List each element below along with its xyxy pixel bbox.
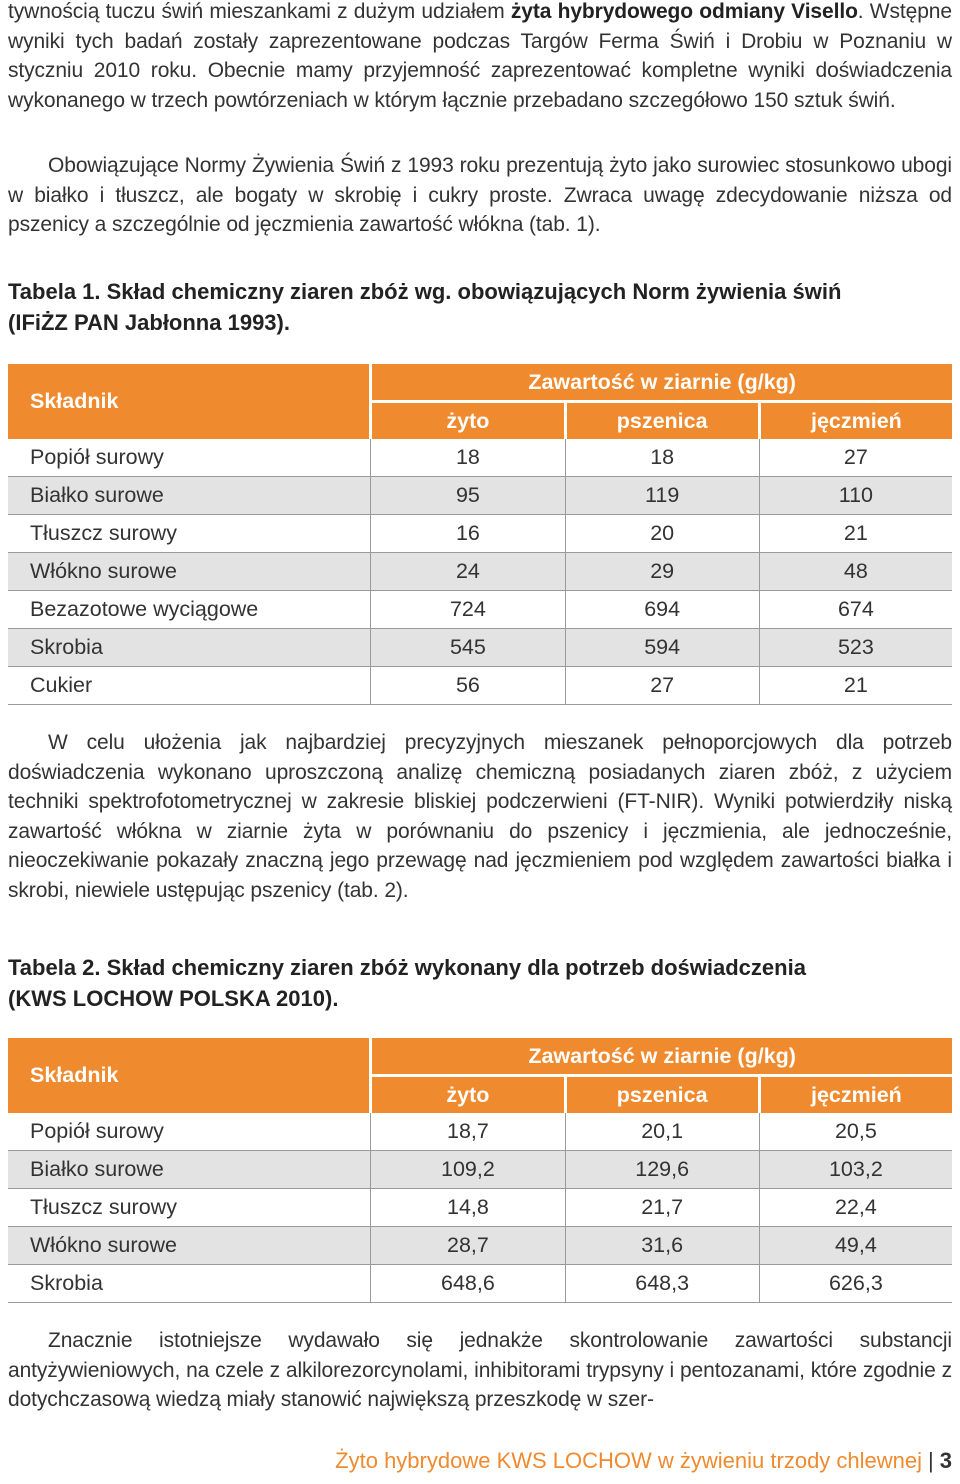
- row-label: Tłuszcz surowy: [8, 1189, 371, 1227]
- row-label: Włókno surowe: [8, 553, 371, 591]
- table1: [8, 364, 952, 705]
- table-row: [8, 629, 952, 667]
- value-cell: 18: [565, 439, 759, 477]
- table-row: [8, 477, 952, 515]
- value-cell: 24: [371, 553, 565, 591]
- table2: [8, 1038, 952, 1303]
- table1-caption: [8, 276, 952, 338]
- row-label: Skrobia: [8, 629, 371, 667]
- row-label: Cukier: [8, 667, 371, 705]
- table2-caption-line2: (KWS LOCHOW POLSKA 2010).: [8, 986, 339, 1011]
- value-cell: 119: [565, 477, 759, 515]
- value-cell: 648,6: [371, 1265, 565, 1303]
- value-cell: 110: [759, 477, 952, 515]
- table1-body: [8, 439, 952, 705]
- paragraph-analysis: W celu ułożenia jak najbardziej precyzyjnych mieszanek pełnoporcjowych dla potrzeb doświadczenia wykonano uproszczoną analizę chemiczną posiadanych ziaren zbóż, z użyciem techniki spektrofotometrycznej w zakresie bliskiej podczerwieni (FT-NIR). Wyniki potwierdziły niską zawartość włókna w ziarnie żyta w porównaniu do pszenicy i jęczmienia, ale jednocześnie, nieoczekiwanie pokazały znaczną jego przewagę nad jęczmieniem pod względem zawartości białka i skrobi, niewiele ustępując pszenicy (tab. 2).: [8, 731, 952, 902]
- table2-header-col: jęczmień: [759, 1076, 952, 1114]
- page-footer: [335, 1448, 952, 1474]
- value-cell: 545: [371, 629, 565, 667]
- table1-caption-line2: (IFiŻZ PAN Jabłonna 1993).: [8, 310, 290, 335]
- value-cell: 20,5: [759, 1113, 952, 1151]
- table-row: [8, 1151, 952, 1189]
- value-cell: 14,8: [371, 1189, 565, 1227]
- value-cell: 523: [759, 629, 952, 667]
- value-cell: 49,4: [759, 1227, 952, 1265]
- table1-caption-line1: Tabela 1. Skład chemiczny ziaren zbóż wg. obowiązujących Norm żywienia świń: [8, 279, 842, 304]
- row-label: Bezazotowe wyciągowe: [8, 591, 371, 629]
- table2-caption-line1: Tabela 2. Skład chemiczny ziaren zbóż wykonany dla potrzeb doświadczenia: [8, 955, 806, 980]
- table-row: [8, 1189, 952, 1227]
- paragraph-intro: [8, 0, 952, 115]
- paragraph-antinutrients: Znacznie istotniejsze wydawało się jednakże skontrolowanie zawartości substancji antyżywieniowych, na czele z alkilorezorcynolami, inhibitorami trypsyny i pentozanami, które zgodnie z dotychczasową wiedzą miały stanowić największą przeszkodę w szer-: [8, 1329, 952, 1411]
- table2-header-skladnik: Składnik: [8, 1038, 371, 1113]
- value-cell: 648,3: [565, 1265, 759, 1303]
- table-row: [8, 591, 952, 629]
- table-row: [8, 667, 952, 705]
- value-cell: 103,2: [759, 1151, 952, 1189]
- value-cell: 20,1: [565, 1113, 759, 1151]
- table2-header-col: pszenica: [565, 1076, 759, 1114]
- value-cell: 29: [565, 553, 759, 591]
- value-cell: 22,4: [759, 1189, 952, 1227]
- value-cell: 21: [759, 667, 952, 705]
- table-row: [8, 515, 952, 553]
- value-cell: 28,7: [371, 1227, 565, 1265]
- value-cell: 129,6: [565, 1151, 759, 1189]
- paragraph-intro-post: . Wstępne wyniki tych badań zostały zaprezentowane podczas Targów Ferma Świń i Drobiu w Poznaniu w styczniu 2010 roku. Obecnie mamy przyjemność zaprezentować kompletne wyniki doświadczenia wykonanego w trzech powtórzeniach w którym łącznie przebadano szczegółowo 150 sztuk świń.: [8, 0, 952, 112]
- value-cell: 18,7: [371, 1113, 565, 1151]
- paragraph-norms: Obowiązujące Normy Żywienia Świń z 1993 roku prezentują żyto jako surowiec stosunkowo ubogi w białko i tłuszcz, ale bogaty w skrobię i cukry proste. Zwraca uwagę zdecydowanie niższa od pszenicy a szczególnie od jęczmienia zawartość włókna (tab. 1).: [8, 154, 952, 236]
- value-cell: 56: [371, 667, 565, 705]
- row-label: Skrobia: [8, 1265, 371, 1303]
- table1-header-skladnik: Składnik: [8, 364, 371, 439]
- footer-title: Żyto hybrydowe KWS LOCHOW w żywieniu trzody chlewnej: [335, 1448, 923, 1473]
- value-cell: 626,3: [759, 1265, 952, 1303]
- value-cell: 20: [565, 515, 759, 553]
- row-label: Popiół surowy: [8, 439, 371, 477]
- value-cell: 18: [371, 439, 565, 477]
- value-cell: 16: [371, 515, 565, 553]
- footer-separator: |: [928, 1448, 934, 1473]
- value-cell: 21,7: [565, 1189, 759, 1227]
- row-label: Popiół surowy: [8, 1113, 371, 1151]
- table-row: [8, 1265, 952, 1303]
- table1-header-col: jęczmień: [759, 402, 952, 440]
- value-cell: 594: [565, 629, 759, 667]
- table-row: [8, 439, 952, 477]
- value-cell: 674: [759, 591, 952, 629]
- table2-header-col: żyto: [371, 1076, 565, 1114]
- value-cell: 31,6: [565, 1227, 759, 1265]
- table2-caption: [8, 952, 952, 1014]
- table-row: [8, 553, 952, 591]
- value-cell: 694: [565, 591, 759, 629]
- value-cell: 724: [371, 591, 565, 629]
- table1-header-col: pszenica: [565, 402, 759, 440]
- value-cell: 109,2: [371, 1151, 565, 1189]
- row-label: Białko surowe: [8, 1151, 371, 1189]
- table1-header-col: żyto: [371, 402, 565, 440]
- table2-header-group: Zawartość w ziarnie (g/kg): [371, 1038, 952, 1076]
- page-number: 3: [939, 1448, 952, 1473]
- value-cell: 27: [565, 667, 759, 705]
- table2-body: [8, 1113, 952, 1303]
- value-cell: 27: [759, 439, 952, 477]
- value-cell: 95: [371, 477, 565, 515]
- value-cell: 48: [759, 553, 952, 591]
- value-cell: 21: [759, 515, 952, 553]
- row-label: Tłuszcz surowy: [8, 515, 371, 553]
- table-row: [8, 1227, 952, 1265]
- table1-header-group: Zawartość w ziarnie (g/kg): [371, 364, 952, 402]
- row-label: Białko surowe: [8, 477, 371, 515]
- paragraph-intro-pre: tywnością tuczu świń mieszankami z dużym udziałem: [8, 0, 511, 23]
- table-row: [8, 1113, 952, 1151]
- paragraph-intro-bold: żyta hybrydowego odmiany Visello: [510, 0, 858, 23]
- row-label: Włókno surowe: [8, 1227, 371, 1265]
